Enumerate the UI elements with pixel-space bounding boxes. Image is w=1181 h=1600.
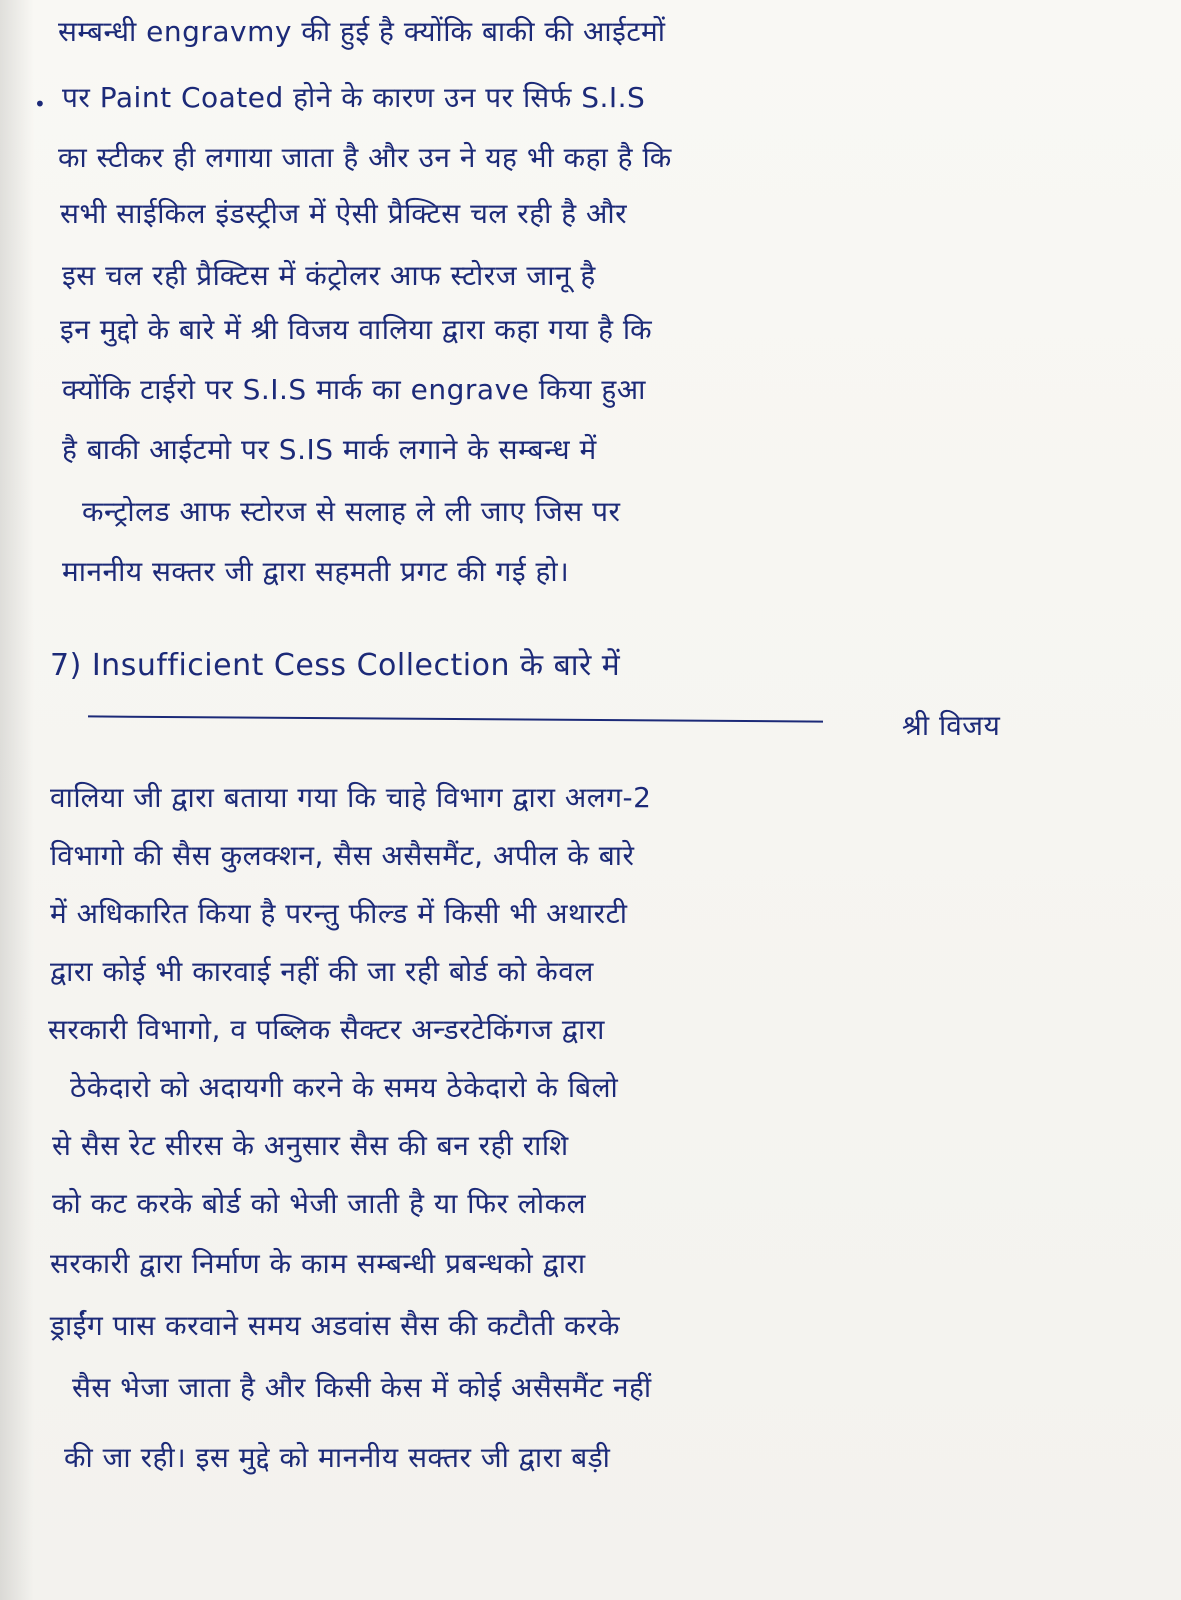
heading-underline — [88, 715, 823, 722]
text-line: कन्ट्रोलड आफ स्टोरज से सलाह ले ली जाए जिस पर — [82, 495, 621, 528]
text-line: इस चल रही प्रैक्टिस में कंट्रोलर आफ स्टोरज जानू है — [62, 259, 596, 292]
text-line: सम्बन्धी engravmy की हुई है क्योंकि बाकी की आईटमों — [58, 15, 666, 48]
margin-dot: • — [34, 92, 46, 116]
text-line: है बाकी आईटमो पर S.IS मार्क लगाने के सम्बन्ध में — [62, 433, 597, 466]
text-line: द्वारा कोई भी कारवाई नहीं की जा रही बोर्ड को केवल — [50, 955, 594, 988]
text-line: ड्राईंग पास करवाने समय अडवांस सैस की कटौती करके — [50, 1309, 621, 1342]
section-heading: 7) Insufficient Cess Collection के बारे में — [50, 648, 621, 683]
text-line: सैस भेजा जाता है और किसी केस में कोई असैसमैंट नहीं — [72, 1371, 652, 1404]
text-line: वालिया जी द्वारा बताया गया कि चाहे विभाग द्वारा अलग-2 — [50, 781, 652, 814]
text-line: विभागो की सैस कुलक्शन, सैस असैसमैंट, अपील के बारे — [50, 839, 635, 872]
text-line: को कट करके बोर्ड को भेजी जाती है या फिर लोकल — [52, 1187, 587, 1220]
text-line: की जा रही। इस मुद्दे को माननीय सक्तर जी द्वारा बड़ी — [64, 1441, 611, 1474]
text-line: से सैस रेट सीरस के अनुसार सैस की बन रही राशि — [52, 1129, 569, 1162]
text-line: का स्टीकर ही लगाया जाता है और उन ने यह भी कहा है कि — [58, 141, 672, 174]
text-line: श्री विजय — [902, 709, 1001, 742]
text-line: माननीय सक्तर जी द्वारा सहमती प्रगट की गई हो। — [62, 555, 570, 588]
text-line: क्योंकि टाईरो पर S.I.S मार्क का engrave किया हुआ — [62, 373, 646, 406]
text-line: ठेकेदारो को अदायगी करने के समय ठेकेदारो के बिलो — [70, 1071, 619, 1104]
text-line: सरकारी द्वारा निर्माण के काम सम्बन्धी प्रबन्धको द्वारा — [50, 1247, 586, 1280]
page-edge-shadow — [0, 0, 34, 1600]
text-line: सरकारी विभागो, व पब्लिक सैक्टर अन्डरटेकिंगज द्वारा — [48, 1013, 605, 1046]
text-line: इन मुद्दो के बारे में श्री विजय वालिया द्वारा कहा गया है कि — [60, 313, 653, 346]
text-line: पर Paint Coated होने के कारण उन पर सिर्फ S.I.S — [62, 81, 646, 114]
text-line: सभी साईकिल इंडस्ट्रीज में ऐसी प्रैक्टिस चल रही है और — [60, 197, 628, 230]
text-line: में अधिकारित किया है परन्तु फील्ड में किसी भी अथारटी — [50, 897, 628, 930]
